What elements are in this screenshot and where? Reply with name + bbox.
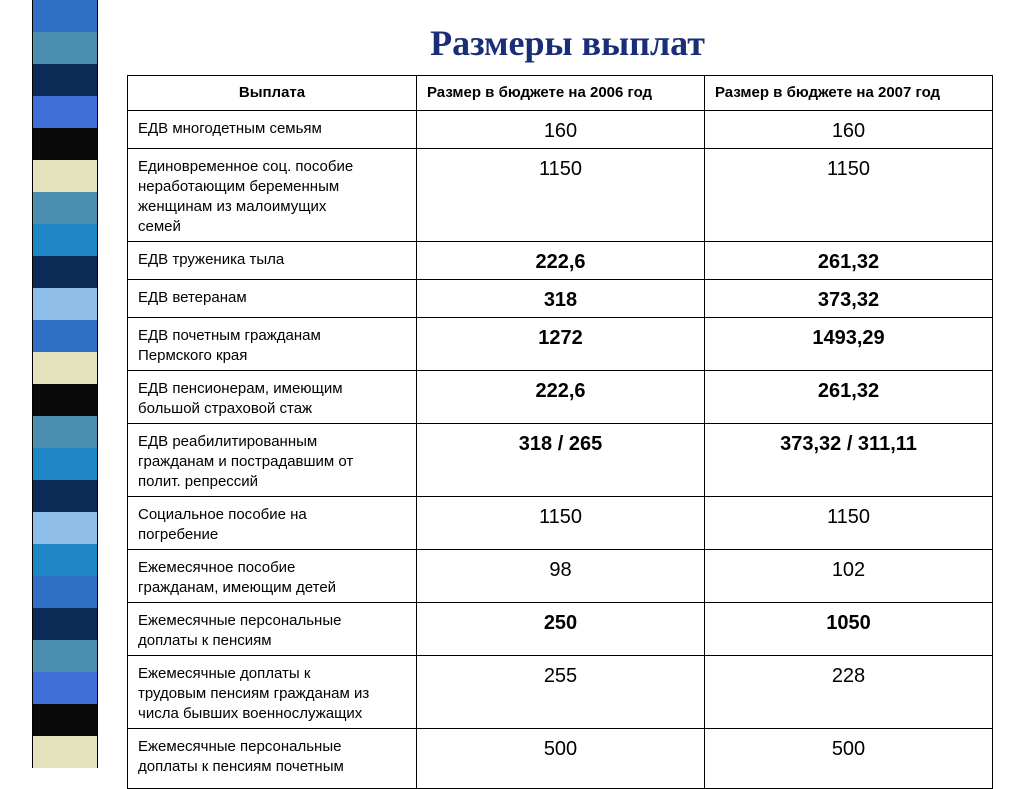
budget-2006-cell [417,111,705,149]
header-2006-label: Размер в бюджете на 2006 год [427,84,653,101]
stripe-band [33,160,97,193]
budget-2007-value: 261,32 [817,251,880,273]
budget-2006-cell [417,603,705,656]
table-row [128,424,993,497]
budget-2007-value: 1493,29 [812,327,885,349]
decorative-stripe [32,0,98,768]
stripe-band [33,224,97,257]
payment-cell [128,280,417,318]
budget-2007-value: 373,32 [817,289,880,311]
table-row [128,371,993,424]
budget-2006-value: 250 [543,612,578,634]
budget-2007-cell [705,729,993,789]
budget-2006-value: 318 / 265 [518,433,603,455]
payments-table [127,75,993,789]
stripe-band [33,576,97,609]
payment-cell [128,242,417,280]
payment-cell [128,149,417,242]
budget-2006-cell [417,729,705,789]
payment-label: ЕДВ реабилитированным гражданам и пострадавшим от полит. репрессий [138,433,354,490]
budget-2006-value: 222,6 [535,380,586,402]
budget-2006-cell [417,550,705,603]
budget-2006-cell [417,318,705,371]
budget-2006-value: 160 [543,120,578,142]
stripe-band [33,480,97,513]
stripe-band [33,640,97,673]
table-row [128,729,993,789]
budget-2007-cell [705,550,993,603]
payment-cell [128,656,417,729]
budget-2007-cell [705,497,993,550]
table-row [128,318,993,371]
budget-2007-cell [705,111,993,149]
stripe-band [33,416,97,449]
stripe-band [33,448,97,481]
stripe-band [33,192,97,225]
stripe-band [33,512,97,545]
stripe-band [33,96,97,129]
budget-2007-cell [705,371,993,424]
budget-2006-value: 318 [543,289,578,311]
table-row [128,603,993,656]
stripe-band [33,256,97,289]
budget-2007-value: 1050 [826,612,871,634]
budget-2006-value: 98 [549,559,572,581]
stripe-band [33,672,97,705]
budget-2006-value: 1150 [538,158,582,180]
budget-2006-cell [417,656,705,729]
budget-2007-value: 373,32 / 311,11 [780,433,917,455]
table-row [128,550,993,603]
budget-2006-value: 222,6 [535,251,586,273]
header-payment-label: Выплата [238,84,306,101]
payment-label: ЕДВ ветеранам [138,289,247,306]
budget-2006-cell [417,371,705,424]
budget-2007-cell [705,656,993,729]
stripe-band [33,544,97,577]
budget-2007-cell [705,424,993,497]
budget-2006-cell [417,424,705,497]
budget-2007-value: 1150 [826,158,870,180]
budget-2006-value: 500 [543,738,578,760]
budget-2007-value: 261,32 [817,380,880,402]
table-row [128,149,993,242]
table-row [128,280,993,318]
payment-cell [128,318,417,371]
budget-2007-cell [705,603,993,656]
budget-2006-cell [417,280,705,318]
budget-2007-cell [705,242,993,280]
payment-label: ЕДВ почетным гражданам Пермского края [138,327,321,364]
stripe-band [33,64,97,97]
budget-2006-value: 255 [543,665,578,687]
payment-cell [128,497,417,550]
header-2007 [705,76,993,111]
budget-2006-cell [417,149,705,242]
payment-label: Ежемесячное пособие гражданам, имеющим детей [138,559,337,596]
table-header-row [128,76,993,111]
payment-label: Ежемесячные персональные доплаты к пенсиям почетным [138,738,344,775]
table-row [128,497,993,550]
budget-2007-value: 500 [831,738,866,760]
payment-label: ЕДВ труженика тыла [138,251,285,268]
payment-cell [128,729,417,789]
stripe-band [33,736,97,768]
payment-label: ЕДВ многодетным семьям [138,120,322,137]
payment-label: Ежемесячные доплаты к трудовым пенсиям гражданам из числа бывших военнослужащих [138,665,370,722]
stripe-band [33,128,97,161]
budget-2006-value: 1272 [538,327,583,349]
budget-2007-cell [705,149,993,242]
stripe-band [33,704,97,737]
payment-cell [128,371,417,424]
page-title: Размеры выплат [430,23,705,63]
stripe-band [33,352,97,385]
payment-label: Ежемесячные персональные доплаты к пенсиям [138,612,342,649]
budget-2006-cell [417,497,705,550]
payment-label: Единовременное соц. пособие неработающим беременным женщинам из малоимущих семей [138,158,354,235]
header-2007-label: Размер в бюджете на 2007 год [715,84,941,101]
header-payment [128,76,417,111]
stripe-band [33,320,97,353]
header-2006 [417,76,705,111]
stripe-band [33,288,97,321]
table-row [128,111,993,149]
budget-2007-cell [705,318,993,371]
budget-2006-cell [417,242,705,280]
budget-2007-value: 228 [831,665,866,687]
payment-cell [128,111,417,149]
budget-2007-value: 1150 [826,506,870,528]
payment-label: Социальное пособие на погребение [138,506,307,543]
payment-cell [128,550,417,603]
stripe-band [33,384,97,417]
payment-cell [128,424,417,497]
budget-2007-value: 102 [831,559,866,581]
stripe-band [33,608,97,641]
budget-2006-value: 1150 [538,506,582,528]
budget-2007-cell [705,280,993,318]
payment-cell [128,603,417,656]
budget-2007-value: 160 [831,120,866,142]
payment-label: ЕДВ пенсионерам, имеющим большой страховой стаж [138,380,343,417]
table-row [128,656,993,729]
table-row [128,242,993,280]
